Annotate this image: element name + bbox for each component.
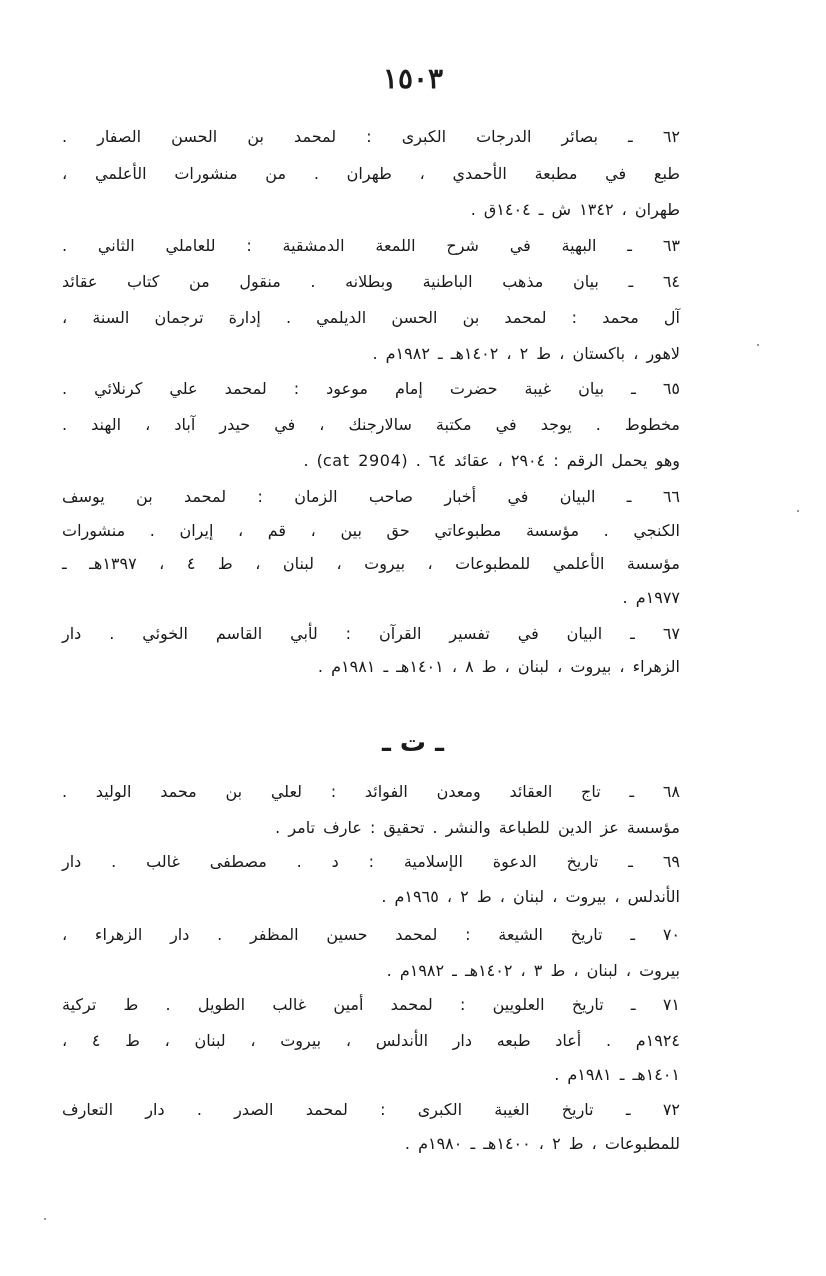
text-line: ٦٦ ـ البيان في أخبار صاحب الزمان : لمحمد بن يوسف xyxy=(62,487,680,506)
text-line: ٧٠ ـ تاريخ الشيعة : لمحمد حسين المظفر . دار الزهراء ، xyxy=(62,925,680,944)
text-line: ٦٩ ـ تاريخ الدعوة الإسلامية : د . مصطفى غالب . دار xyxy=(62,852,680,871)
text-line: طبع في مطبعة الأحمدي ، طهران . من منشورات الأعلمي ، xyxy=(62,164,680,183)
scan-speck xyxy=(757,344,759,346)
text-line: ٦٧ ـ البيان في تفسير القرآن : لأبي القاسم الخوئي . دار xyxy=(62,624,680,643)
text-line: آل محمد : لمحمد بن الحسن الديلمي . إدارة ترجمان السنة ، xyxy=(62,308,680,327)
scan-speck xyxy=(44,1218,46,1220)
text-line: مؤسسة الأعلمي للمطبوعات ، بيروت ، لبنان ، ط ٤ ، ١٣٩٧هـ ـ xyxy=(62,554,680,573)
text-line: ٦٨ ـ تاج العقائد ومعدن الفوائد : لعلي بن محمد الوليد . xyxy=(62,782,680,801)
text-line: للمطبوعات ، ط ٢ ، ١٤٠٠هـ ـ ١٩٨٠م . xyxy=(404,1134,680,1153)
text-line: الكنجي . مؤسسة مطبوعاتي حق بين ، قم ، إيران . منشورات xyxy=(62,521,680,540)
scan-speck xyxy=(797,510,799,512)
text-line: الزهراء ، بيروت ، لبنان ، ط ٨ ، ١٤٠١هـ ـ ١٩٨١م . xyxy=(317,657,680,676)
text-line: بيروت ، لبنان ، ط ٣ ، ١٤٠٢هـ ـ ١٩٨٢م . xyxy=(386,961,680,980)
text-line: ٧٢ ـ تاريخ الغيبة الكبرى : لمحمد الصدر . دار التعارف xyxy=(62,1100,680,1119)
text-line: لاهور ، باكستان ، ط ٢ ، ١٤٠٢هـ ـ ١٩٨٢م . xyxy=(372,344,680,363)
text-line: مؤسسة عز الدين للطباعة والنشر . تحقيق : عارف تامر . xyxy=(275,818,680,837)
text-line: طهران ، ١٣٤٢ ش ـ ١٤٠٤ق . xyxy=(470,200,680,219)
text-line: ٧١ ـ تاريخ العلويين : لمحمد أمين غالب الطويل . ط تركية xyxy=(62,995,680,1014)
page-number: ١٥٠٣ xyxy=(382,62,444,95)
text-line: ١٤٠١هـ ـ ١٩٨١م . xyxy=(554,1065,680,1084)
text-line: ٦٣ ـ البهية في شرح اللمعة الدمشقية : للعاملي الثاني . xyxy=(62,236,680,255)
text-line: ٦٥ ـ بيان غيبة حضرت إمام موعود : لمحمد علي كرنلائي . xyxy=(62,379,680,398)
text-line: وهو يحمل الرقم : ٢٩٠٤ ، عقائد ٦٤ . (cat 2904) . xyxy=(303,451,680,470)
text-line: ١٩٢٤م . أعاد طبعه دار الأندلس ، بيروت ، لبنان ، ط ٤ ، xyxy=(62,1031,681,1050)
text-line: الأندلس ، بيروت ، لبنان ، ط ٢ ، ١٩٦٥م . xyxy=(381,887,680,906)
text-line: مخطوط . يوجد في مكتبة سالارجنك ، في حيدر آباد ، الهند . xyxy=(62,415,680,434)
section-letter-heading: ـ ت ـ xyxy=(381,728,444,758)
text-line: ١٩٧٧م . xyxy=(622,588,680,607)
text-line: ٦٢ ـ بصائر الدرجات الكبرى : لمحمد بن الحسن الصفار . xyxy=(62,127,680,146)
text-line: ٦٤ ـ بيان مذهب الباطنية وبطلانه . منقول من كتاب عقائد xyxy=(62,272,680,291)
